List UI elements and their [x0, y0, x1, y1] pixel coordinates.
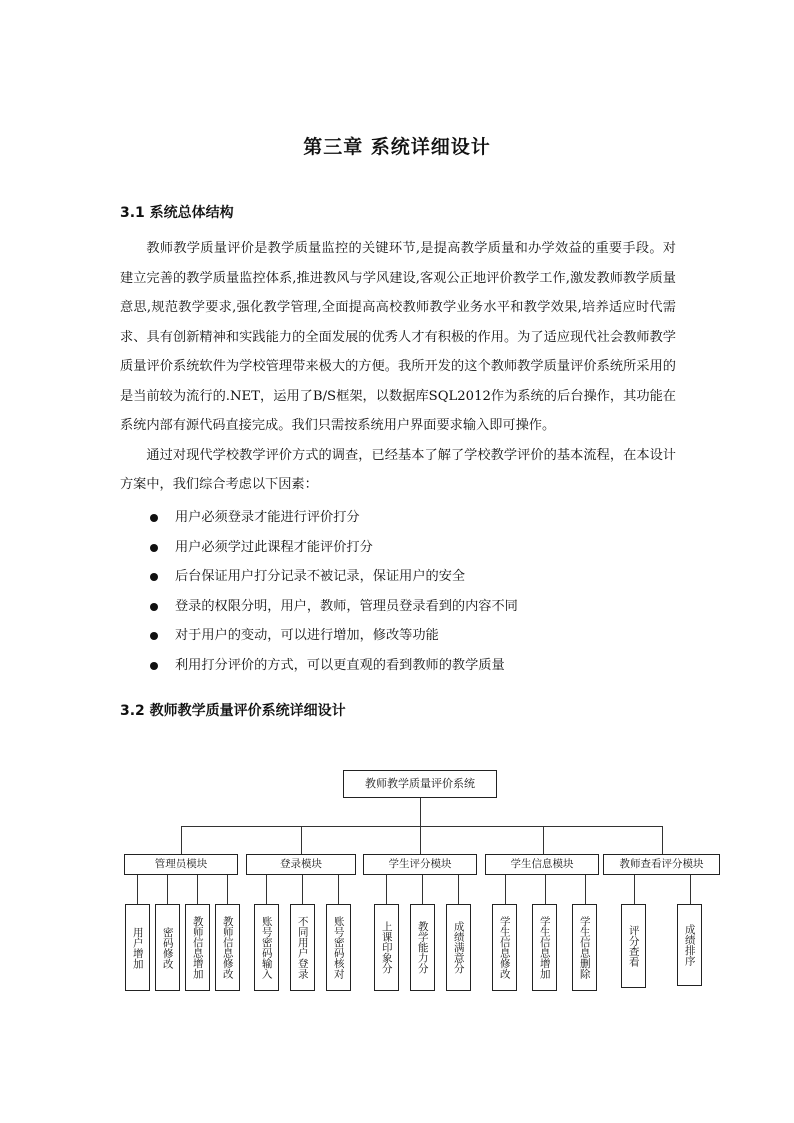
module-node-admin: 管理员模块	[124, 854, 238, 875]
leaf-connector	[137, 875, 138, 904]
section-heading-3-1: 3.1 系统总体结构	[120, 205, 234, 221]
leaf-node: 教学能力分	[410, 904, 435, 991]
leaf-node: 成绩排序	[677, 904, 702, 986]
root-node: 教师教学质量评价系统	[343, 770, 497, 798]
module-connector	[420, 826, 421, 854]
list-item: 利用打分评价的方式，可以更直观的看到教师的教学质量	[150, 651, 518, 681]
section-heading-3-2: 3.2 教师教学质量评价系统详细设计	[120, 703, 346, 719]
bullet-dot-icon	[150, 632, 158, 640]
list-item: 用户必须登录才能进行评价打分	[150, 503, 518, 533]
leaf-connector	[422, 875, 423, 904]
module-node-teacher-view: 教师查看评分模块	[603, 854, 720, 875]
bullet-dot-icon	[150, 544, 158, 552]
leaf-node: 学生信息增加	[532, 904, 557, 991]
leaf-node: 教师信息增加	[185, 904, 210, 991]
bullet-dot-icon	[150, 573, 158, 581]
factor-list	[150, 503, 518, 680]
leaf-connector	[458, 875, 459, 904]
leaf-connector	[197, 875, 198, 904]
module-node-student-score: 学生评分模块	[363, 854, 477, 875]
module-connector	[543, 826, 544, 854]
leaf-connector	[167, 875, 168, 904]
leaf-node: 用户增加	[125, 904, 150, 991]
module-node-login: 登录模块	[246, 854, 356, 875]
leaf-connector	[690, 875, 691, 904]
paragraph-survey: 通过对现代学校教学评价方式的调查，已经基本了解了学校教学评价的基本流程，在本设计方案中，我们综合考虑以下因素：	[120, 447, 676, 492]
bullet-dot-icon	[150, 662, 158, 670]
list-item: 用户必须学过此课程才能评价打分	[150, 533, 518, 563]
root-connector	[420, 798, 421, 826]
leaf-node: 成绩满意分	[446, 904, 471, 991]
paragraph-intro: 教师教学质量评价是教学质量监控的关键环节,是提高教学质量和办学效益的重要手段。对建立完善的教学质量监控体系,推进教风与学风建设,客观公正地评价教学工作,激发教师教学质量意思,规范教学要求,强化教学管理,全面提高高校教师教学业务水平和教学效果,培养适应时代需求、具有创新精神和实践能力的全面发展的优秀人才有积极的作用。为了适应现代社会教师教学质量评价系统软件为学校管理带来极大的方便。我所开发的这个教师教学质量评价系统所采用的是当前较为流行的.NET，运用了B/S框架，以数据库SQL2012作为系统的后台操作，其功能在系统内部有源代码直接完成。我们只需按系统用户界面要求输入即可操作。	[120, 241, 676, 433]
module-node-student-info: 学生信息模块	[485, 854, 599, 875]
leaf-node: 教师信息修改	[215, 904, 240, 991]
list-item: 登录的权限分明，用户，教师，管理员登录看到的内容不同	[150, 592, 518, 622]
leaf-node: 账号密码输入	[254, 904, 279, 991]
module-bus-line	[181, 826, 662, 827]
module-connector	[662, 826, 663, 854]
leaf-connector	[338, 875, 339, 904]
leaf-node: 密码修改	[155, 904, 180, 991]
section-body	[120, 234, 676, 500]
leaf-connector	[266, 875, 267, 904]
list-item: 对于用户的变动，可以进行增加，修改等功能	[150, 621, 518, 651]
leaf-node: 学生信息修改	[492, 904, 517, 991]
leaf-connector	[227, 875, 228, 904]
module-connector	[301, 826, 302, 854]
list-item: 后台保证用户打分记录不被记录，保证用户的安全	[150, 562, 518, 592]
module-connector	[181, 826, 182, 854]
bullet-dot-icon	[150, 514, 158, 522]
leaf-connector	[302, 875, 303, 904]
leaf-node: 不同用户登录	[290, 904, 315, 991]
leaf-node: 上课印象分	[374, 904, 399, 991]
bullet-dot-icon	[150, 603, 158, 611]
leaf-connector	[545, 875, 546, 904]
leaf-connector	[585, 875, 586, 904]
leaf-node: 学生信息删除	[572, 904, 597, 991]
leaf-connector	[505, 875, 506, 904]
chapter-title: 第三章 系统详细设计	[303, 136, 491, 158]
leaf-connector	[634, 875, 635, 904]
leaf-node: 账号密码核对	[326, 904, 351, 991]
leaf-connector	[386, 875, 387, 904]
leaf-node: 评分查看	[621, 904, 646, 988]
